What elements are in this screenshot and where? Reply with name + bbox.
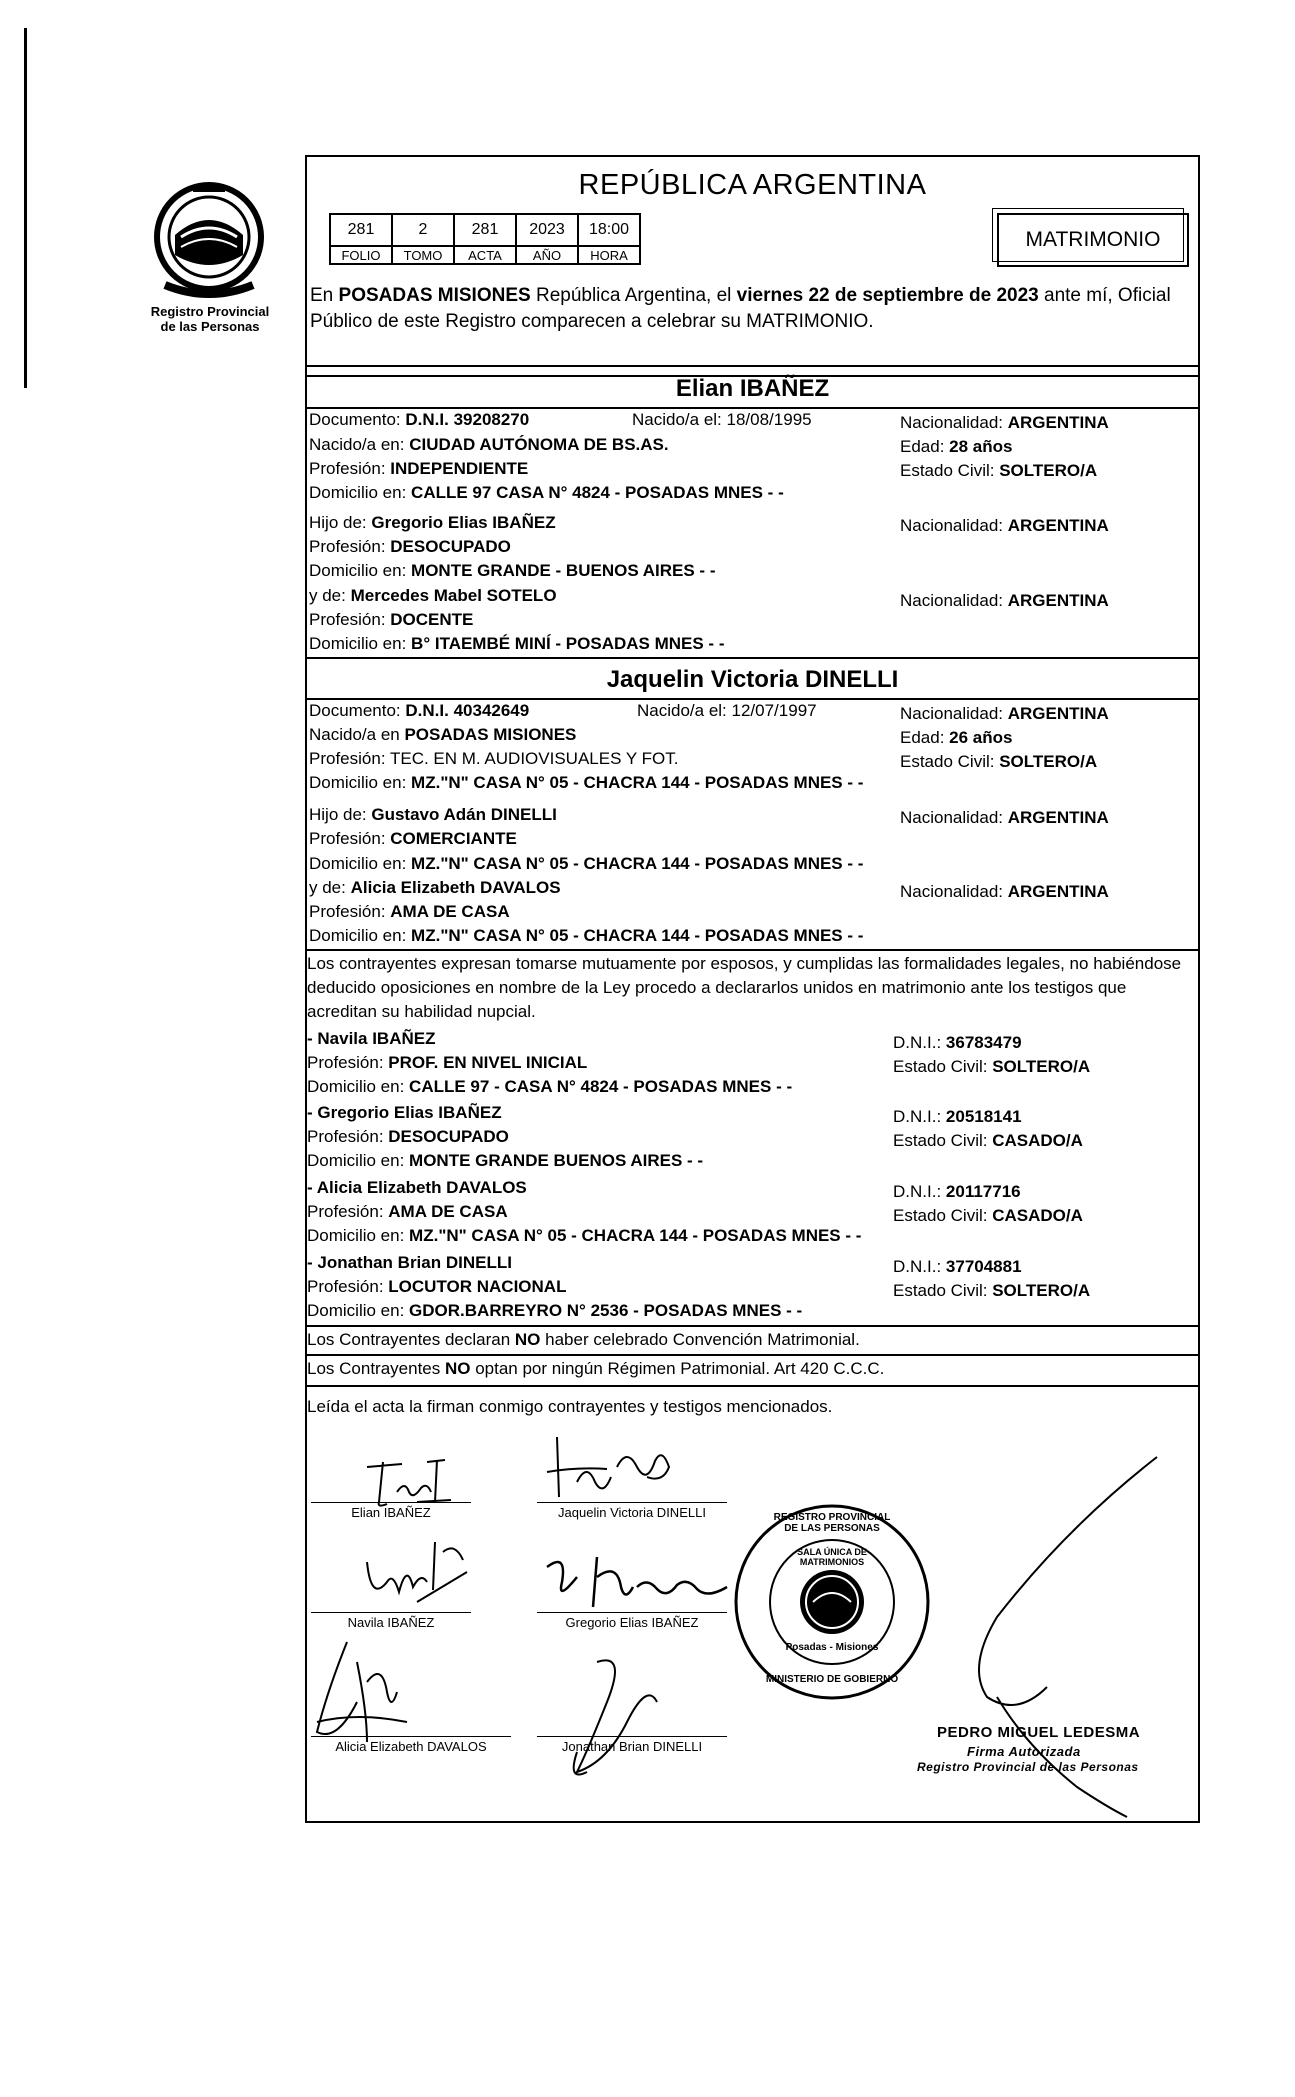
field-label: Domicilio en: [309,561,407,580]
spouse2-mother-nationality [900,882,1109,902]
hour-label: HORA [578,246,640,264]
spouse1-mother-profession [309,610,473,630]
field-label: Domicilio en: [309,854,407,873]
registry-label-line1: Registro Provincial [150,304,270,319]
year-label: AÑO [516,246,578,264]
folio-label: FOLIO [330,246,392,264]
spouse2-father-address [309,854,863,874]
field-value: LOCUTOR NACIONAL [388,1277,567,1296]
signature-jaquelin-icon [537,1427,687,1507]
field-value: D.N.I. 40342649 [405,701,530,720]
signature-name-3: Navila IBAÑEZ [347,1615,435,1630]
field-value: CALLE 97 CASA N° 4824 - POSADAS MNES - - [411,483,784,502]
note-text: optan por ningún Régimen Patrimonial. Art 420 C.C.C. [470,1359,885,1378]
field-label: Domicilio en: [309,926,407,945]
spouse1-name: Elian IBAÑEZ [675,375,830,402]
field-value: SOLTERO/A [999,461,1098,480]
field-label: Hijo de: [309,805,367,824]
signature-jonathan-icon [547,1642,707,1782]
intro-text-2: República Argentina, el [530,285,737,306]
field-value: ARGENTINA [1007,413,1109,432]
field-value: - Navila IBAÑEZ [307,1029,436,1048]
intro-paragraph [310,283,1195,335]
witness3-profession [307,1202,508,1222]
field-value: MZ."N" CASA N° 05 - CHACRA 144 - POSADAS MNES - - [411,926,864,945]
field-value: AMA DE CASA [390,902,510,921]
witness1-dni [893,1033,1022,1053]
field-label: Domicilio en: [307,1301,405,1320]
field-label: Nacionalidad: [900,413,1004,432]
spouse1-document [309,410,529,430]
divider [307,1385,1198,1387]
signature-line [311,1736,511,1737]
declaration-paragraph: Los contrayentes expresan tomarse mutuamente por esposos, y cumplidas las formalidades legales, no habiéndose deducido oposiciones en nombre de la Ley procedo a declararlos unidos en matrimonio ante los testigos que acreditan su habilidad nupcial. [307,954,1182,1021]
officer-organization: Registro Provincial de las Personas [917,1760,1139,1774]
field-label: y de: [309,878,346,897]
field-value: TEC. EN M. AUDIOVISUALES Y FOT. [389,749,679,768]
field-label: Domicilio en: [309,634,407,653]
witness4-profession [307,1277,566,1297]
field-value: CIUDAD AUTÓNOMA DE BS.AS. [409,435,669,454]
signature-name-1: Elian IBAÑEZ [351,1505,431,1520]
divider [307,407,1198,409]
field-label: Domicilio en: [309,773,407,792]
field-value: Gregorio Elias IBAÑEZ [371,513,556,532]
signature-line [311,1612,471,1613]
spouse1-mother-nationality [900,591,1109,611]
spouse2-age [900,728,1012,748]
witness2-profession [307,1127,509,1147]
field-label: Nacido/a en: [309,435,405,454]
spouse2-father [309,805,557,825]
spouse2-father-nationality [900,808,1109,828]
field-label: Nacionalidad: [900,808,1004,827]
margin-rule [24,28,27,388]
field-label: Profesión: [307,1277,384,1296]
field-value: MZ."N" CASA N° 05 - CHACRA 144 - POSADAS MNES - - [411,854,864,873]
field-value: CALLE 97 - CASA N° 4824 - POSADAS MNES - - [409,1077,793,1096]
spouse1-profession [309,459,528,479]
closing-text: Leída el acta la firman conmigo contrayentes y testigos mencionados. [307,1397,833,1416]
witness1-address [307,1077,792,1097]
witness1-profession [307,1053,587,1073]
spouse2-address [309,773,863,793]
certificate-frame [305,155,1200,1823]
field-value: MZ."N" CASA N° 05 - CHACRA 144 - POSADAS MNES - - [409,1226,862,1245]
witness2-civil-status [893,1131,1083,1151]
field-value: 36783479 [945,1033,1022,1052]
divider [307,365,1198,367]
spouse1-civil-status [900,461,1097,481]
field-label: Domicilio en: [309,483,407,502]
spouse1-birthdate [632,410,812,430]
field-value: MONTE GRANDE - BUENOS AIRES - - [411,561,716,580]
witness3-dni [893,1182,1021,1202]
signature-navila-icon [347,1532,477,1622]
spouse2-mother-profession [309,902,510,922]
field-value: COMERCIANTE [390,829,517,848]
witness1-civil-status [893,1057,1090,1077]
field-label: Estado Civil: [893,1131,988,1150]
field-value: POSADAS MISIONES [404,725,577,744]
field-value: 37704881 [945,1257,1022,1276]
field-value: Alicia Elizabeth DAVALOS [350,878,561,897]
spouse1-age [900,437,1012,457]
field-label: Nacido/a el: [637,701,727,720]
official-seal [727,1502,937,1702]
field-label: Edad: [900,437,945,456]
witness3-civil-status [893,1206,1083,1226]
divider [307,1325,1198,1327]
field-label: Hijo de: [309,513,367,532]
field-value: 20117716 [945,1182,1021,1201]
intro-text-1: En [310,285,339,306]
field-value: ARGENTINA [1007,808,1109,827]
registry-emblem-icon [145,175,273,303]
divider [307,1354,1198,1356]
field-label: Estado Civil: [893,1206,988,1225]
document-title: REPÚBLICA ARGENTINA [578,169,927,201]
signature-name-4: Gregorio Elias IBAÑEZ [565,1615,699,1630]
field-label: Nacido/a en [309,725,400,744]
field-label: Edad: [900,728,945,747]
field-label: Domicilio en: [307,1226,405,1245]
field-label: D.N.I.: [893,1107,942,1126]
field-value: DESOCUPADO [388,1127,509,1146]
acta-value: 281 [454,214,516,246]
witness1-name [307,1029,435,1049]
field-label: Profesión: [307,1053,384,1072]
field-label: D.N.I.: [893,1257,942,1276]
intro-place: POSADAS MISIONES [338,285,531,306]
field-value: ARGENTINA [1007,591,1109,610]
field-value: 28 años [949,437,1013,456]
field-value: ARGENTINA [1007,882,1109,901]
act-type-box [997,213,1189,267]
field-label: Nacionalidad: [900,704,1004,723]
field-label: Nacionalidad: [900,516,1004,535]
field-label: Nacido/a el: [632,410,722,429]
field-value: DESOCUPADO [390,537,511,556]
spouse2-father-profession [309,829,517,849]
field-label: Estado Civil: [900,461,995,480]
patrimonial-note [307,1359,884,1379]
spouse2-nationality [900,704,1109,724]
field-value: 18/08/1995 [726,410,812,429]
witness4-name [307,1253,512,1273]
signature-gregorio-icon [537,1547,747,1617]
note-text: Los Contrayentes declaran [307,1330,515,1349]
witness2-address [307,1151,703,1171]
field-value: INDEPENDIENTE [390,459,529,478]
field-label: D.N.I.: [893,1182,942,1201]
signature-line [311,1502,471,1503]
field-label: Profesión: [309,459,386,478]
divider [307,698,1198,700]
year-value: 2023 [516,214,578,246]
officer-name: PEDRO MIGUEL LEDESMA [937,1724,1141,1741]
spouse2-birthdate [637,701,817,721]
field-value: MONTE GRANDE BUENOS AIRES - - [409,1151,704,1170]
field-value: PROF. EN NIVEL INICIAL [388,1053,588,1072]
officer-role: Firma Autorizada [967,1744,1081,1759]
field-label: Profesión: [309,902,386,921]
spouse2-mother [309,878,561,898]
field-value: - Gregorio Elias IBAÑEZ [307,1103,502,1122]
witness2-name [307,1103,502,1123]
hour-value: 18:00 [578,214,640,246]
field-label: Nacionalidad: [900,591,1004,610]
spouse2-document [309,701,529,721]
registry-label-line2: de las Personas [160,319,260,334]
seal-inner-text: SALA ÚNICA DE MATRIMONIOS [797,1547,867,1567]
field-label: Estado Civil: [893,1281,988,1300]
witness3-address [307,1226,861,1246]
field-value: 26 años [949,728,1013,747]
field-label: Estado Civil: [893,1057,988,1076]
divider [307,949,1198,951]
signature-name-5: Alicia Elizabeth DAVALOS [335,1739,487,1754]
field-value: GDOR.BARREYRO N° 2536 - POSADAS MNES - - [409,1301,803,1320]
witness3-name [307,1178,527,1198]
field-value: MZ."N" CASA N° 05 - CHACRA 144 - POSADAS MNES - - [411,773,864,792]
field-label: Profesión: [307,1127,384,1146]
seal-city: Posadas - Misiones [785,1642,879,1653]
field-label: Nacionalidad: [900,882,1004,901]
field-value: D.N.I. 39208270 [405,410,530,429]
field-label: y de: [309,586,346,605]
witness4-address [307,1301,802,1321]
spouse1-father-profession [309,537,511,557]
field-label: Profesión: [309,537,386,556]
witness4-civil-status [893,1281,1090,1301]
acta-label: ACTA [454,246,516,264]
convention-note [307,1330,860,1350]
field-label: Estado Civil: [900,752,995,771]
field-value: Gustavo Adán DINELLI [371,805,557,824]
field-value: - Jonathan Brian DINELLI [307,1253,512,1272]
note-emphasis: NO [514,1330,541,1349]
spouse2-name: Jaquelin Victoria DINELLI [606,666,899,693]
spouse2-profession [309,749,678,769]
witness2-dni [893,1107,1022,1127]
spouse2-civil-status [900,752,1097,772]
spouse1-father-address [309,561,715,581]
spouse2-birthplace [309,725,576,745]
registry-label [125,304,295,334]
folio-value: 281 [330,214,392,246]
spouse1-mother-address [309,634,724,654]
field-value: SOLTERO/A [999,752,1098,771]
field-value: B° ITAEMBÉ MINÍ - POSADAS MNES - - [411,634,725,653]
act-type: MATRIMONIO [1025,228,1161,251]
record-codes-table [329,213,641,265]
signature-line [537,1612,727,1613]
field-label: Domicilio en: [307,1151,405,1170]
seal-bottom-text: MINISTERIO DE GOBIERNO [765,1674,899,1685]
spouse2-mother-address [309,926,863,946]
field-value: CASADO/A [992,1131,1083,1150]
intro-date: viernes 22 de septiembre de 2023 [736,285,1039,306]
field-value: SOLTERO/A [992,1057,1091,1076]
note-emphasis: NO [444,1359,471,1378]
note-text: Los Contrayentes [307,1359,445,1378]
field-label: Profesión: [309,829,386,848]
signature-line [537,1502,727,1503]
field-value: ARGENTINA [1007,704,1109,723]
signature-line [537,1736,727,1737]
tomo-value: 2 [392,214,454,246]
spouse1-father-nationality [900,516,1109,536]
field-label: Documento: [309,410,401,429]
field-value: SOLTERO/A [992,1281,1091,1300]
field-value: ARGENTINA [1007,516,1109,535]
seal-outer-text: REGISTRO PROVINCIAL DE LAS PERSONAS [773,1512,891,1534]
tomo-label: TOMO [392,246,454,264]
field-value: AMA DE CASA [388,1202,508,1221]
field-value: 12/07/1997 [731,701,817,720]
witness4-dni [893,1257,1022,1277]
intro-text-3: ante mí, Oficial Público de este Registro comparecen a celebrar su MATRIMONIO. [310,285,1171,332]
spouse1-address [309,483,784,503]
field-value: - Alicia Elizabeth DAVALOS [307,1178,527,1197]
spouse1-birthplace [309,435,669,455]
field-label: D.N.I.: [893,1033,942,1052]
note-text: haber celebrado Convención Matrimonial. [540,1330,860,1349]
field-value: DOCENTE [390,610,474,629]
spouse1-father [309,513,556,533]
divider [307,657,1198,659]
signature-name-6: Jonathan Brian DINELLI [561,1739,703,1754]
signature-name-2: Jaquelin Victoria DINELLI [558,1505,706,1520]
field-label: Profesión: [309,610,386,629]
field-label: Domicilio en: [307,1077,405,1096]
field-value: Mercedes Mabel SOTELO [350,586,557,605]
field-label: Profesión: [307,1202,384,1221]
field-value: CASADO/A [992,1206,1083,1225]
field-value: 20518141 [945,1107,1022,1126]
field-label: Profesión: [309,749,386,768]
spouse1-nationality [900,413,1109,433]
field-label: Documento: [309,701,401,720]
spouse1-mother [309,586,557,606]
signature-alicia-icon [297,1632,447,1752]
